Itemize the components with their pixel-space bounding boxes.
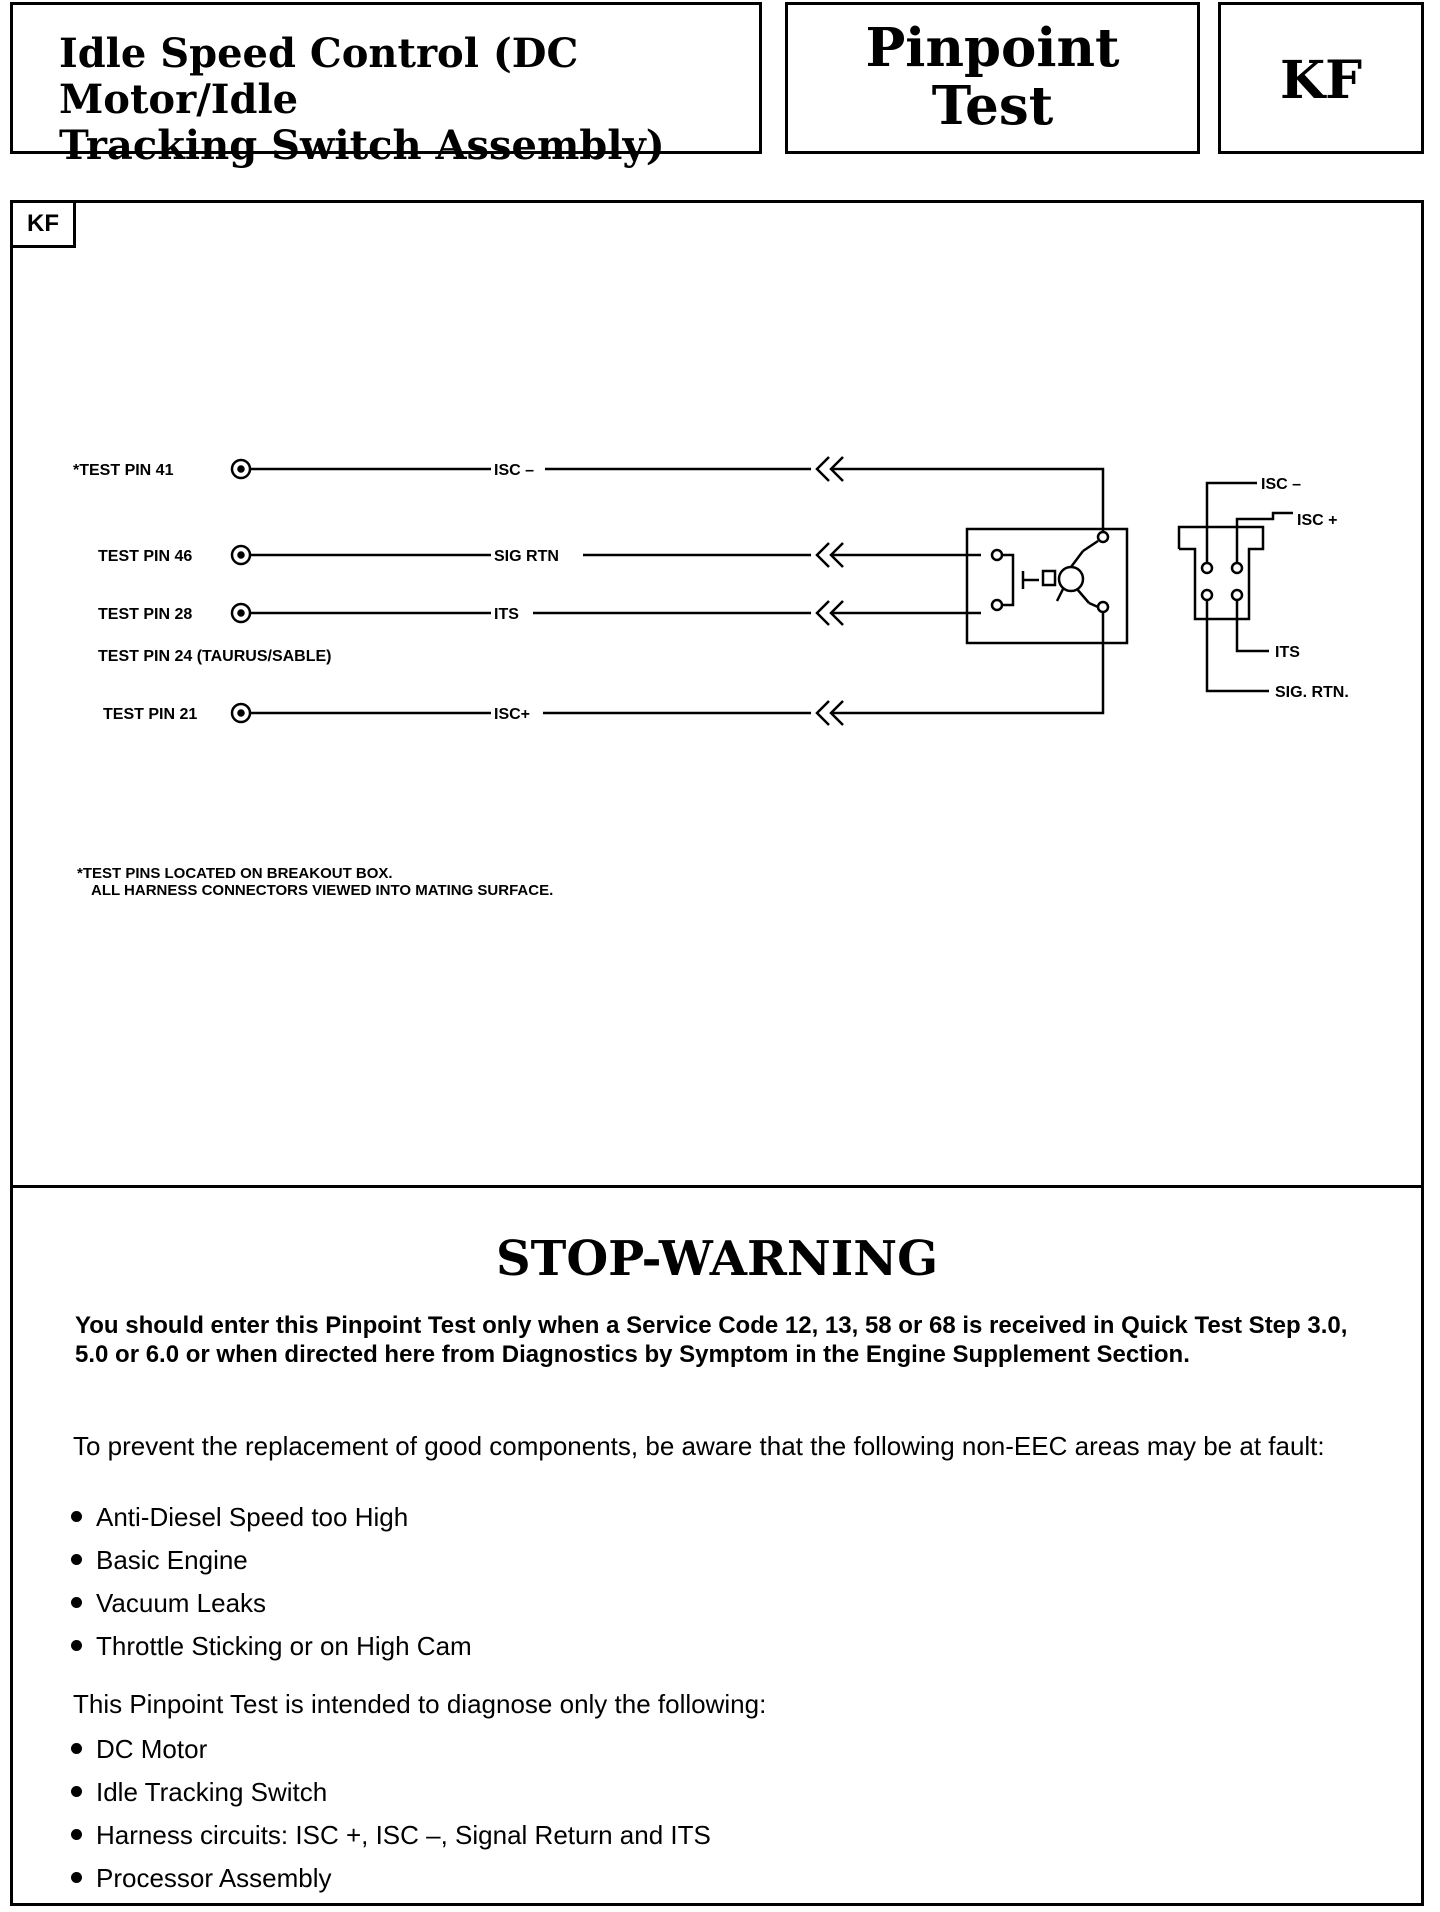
circuit-label: ISC – [494,462,535,479]
connector-label: ISC – [1261,476,1302,493]
pin-41-jack-icon [232,460,250,478]
title-line-2: Tracking Switch Assembly) [59,122,665,169]
warning-intended-text: This Pinpoint Test is intended to diagnose only the following: [73,1689,767,1719]
bullet-icon [71,1786,82,1797]
list-item: Anti-Diesel Speed too High [71,1501,408,1533]
test-type-line-2: Test [931,75,1054,137]
list-item: Basic Engine [71,1544,248,1576]
bullet-icon [71,1829,82,1840]
footnote-line-1: *TEST PINS LOCATED ON BREAKOUT BOX. [77,865,393,882]
list-item: Vacuum Leaks [71,1587,266,1619]
test-type-line-1: Pinpoint [865,17,1120,79]
circuit-label: ITS [494,606,519,623]
pin-28-jack-icon [232,604,250,622]
connector-label: ISC + [1297,512,1338,529]
list-item: Processor Assembly [71,1862,332,1894]
circuit-label: SIG RTN [494,548,559,565]
list-item: Harness circuits: ISC +, ISC –, Signal Return and ITS [71,1819,711,1851]
footnote-line-2: ALL HARNESS CONNECTORS VIEWED INTO MATING SURFACE. [91,882,554,899]
header-test-type-box [785,2,1200,154]
panel-tag: KF [10,200,76,248]
test-code: KF [1279,50,1363,111]
main-panel [10,200,1424,1906]
bullet-icon [71,1640,82,1651]
connector-label: SIG. RTN. [1275,684,1349,701]
warning-intro: You should enter this Pinpoint Test only when a Service Code 12, 13, 58 or 68 is received in Quick Test Step 3.0, 5.0 or 6.0 or when directed here from Diagnostics by Symptom in the Engine Supplement Section. [75,1312,1348,1368]
alt-pin-note: TEST PIN 24 (TAURUS/SABLE) [98,648,332,665]
bullet-icon [71,1872,82,1883]
list-item: DC Motor [71,1733,207,1765]
pin-label: TEST PIN 21 [103,706,198,723]
section-divider [13,1185,1421,1188]
pin-label: *TEST PIN 41 [73,462,174,479]
test-type-label [788,19,1197,135]
harness-connector-icon [817,457,843,725]
header-code-box [1218,2,1424,154]
page-title [59,31,759,169]
title-line-1: Idle Speed Control (DC Motor/Idle [59,30,579,123]
connector-label: ITS [1275,644,1300,661]
bullet-icon [71,1554,82,1565]
warning-prevent-text: To prevent the replacement of good components, be aware that the following non-EEC areas may be at fault: [73,1431,1325,1461]
wiring-diagram [13,203,1421,1183]
pin-label: TEST PIN 46 [98,548,193,565]
bullet-icon [71,1743,82,1754]
pin-46-jack-icon [232,546,250,564]
pin-21-jack-icon [232,704,250,722]
header-title-box [10,2,762,169]
warning-title: STOP-WARNING [495,1231,939,1287]
pin-label: TEST PIN 28 [98,606,193,623]
circuit-label: ISC+ [494,706,531,723]
bullet-icon [71,1597,82,1608]
list-item: Throttle Sticking or on High Cam [71,1630,472,1662]
bullet-icon [71,1511,82,1522]
list-item: Idle Tracking Switch [71,1776,327,1808]
wire-isc-minus [831,469,1103,533]
